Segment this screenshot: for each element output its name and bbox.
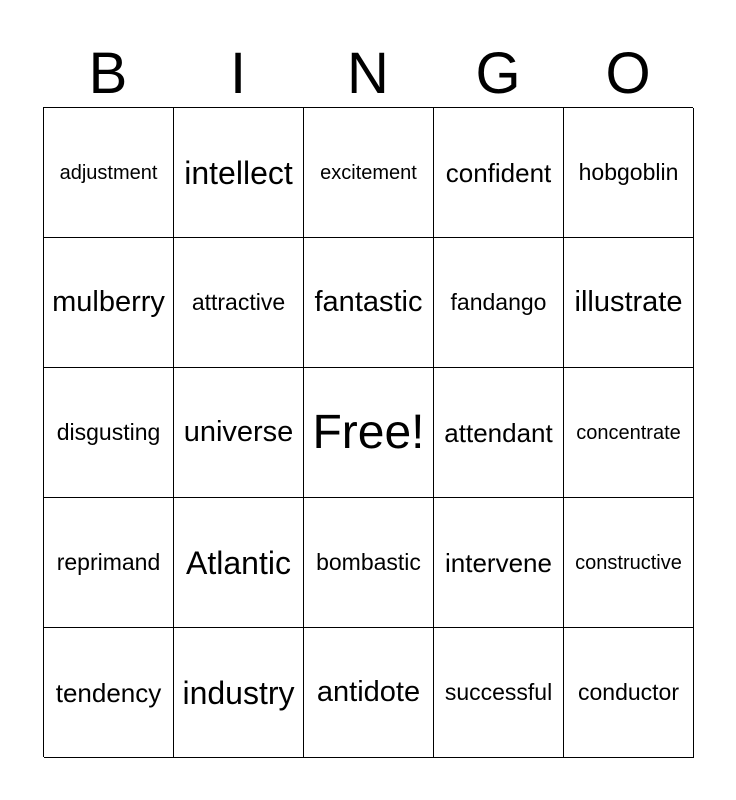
bingo-cell: successful	[434, 628, 564, 758]
header-letter-o: O	[605, 41, 651, 106]
bingo-cell: excitement	[304, 108, 434, 238]
bingo-cell: bombastic	[304, 498, 434, 628]
header-letter-n: N	[347, 41, 389, 106]
bingo-cell: attractive	[174, 238, 304, 368]
header-letter-g: G	[475, 41, 521, 106]
bingo-cell: Atlantic	[174, 498, 304, 628]
bingo-card-grid	[43, 107, 693, 757]
bingo-cell: disgusting	[44, 368, 174, 498]
bingo-cell: antidote	[304, 628, 434, 758]
bingo-cell: reprimand	[44, 498, 174, 628]
bingo-cell: mulberry	[44, 238, 174, 368]
bingo-cell: intellect	[174, 108, 304, 238]
bingo-cell: intervene	[434, 498, 564, 628]
bingo-header	[43, 40, 693, 108]
bingo-cell: attendant	[434, 368, 564, 498]
bingo-cell: hobgoblin	[564, 108, 694, 238]
bingo-cell: conductor	[564, 628, 694, 758]
bingo-cell: tendency	[44, 628, 174, 758]
bingo-cell: universe	[174, 368, 304, 498]
bingo-cell: constructive	[564, 498, 694, 628]
header-letter-b: B	[88, 41, 128, 106]
bingo-cell: fandango	[434, 238, 564, 368]
bingo-cell: fantastic	[304, 238, 434, 368]
bingo-cell: industry	[174, 628, 304, 758]
bingo-cell: illustrate	[564, 238, 694, 368]
bingo-cell: confident	[434, 108, 564, 238]
bingo-cell: concentrate	[564, 368, 694, 498]
free-space-cell: Free!	[304, 368, 434, 498]
bingo-cell: adjustment	[44, 108, 174, 238]
header-letter-i: I	[229, 41, 247, 106]
